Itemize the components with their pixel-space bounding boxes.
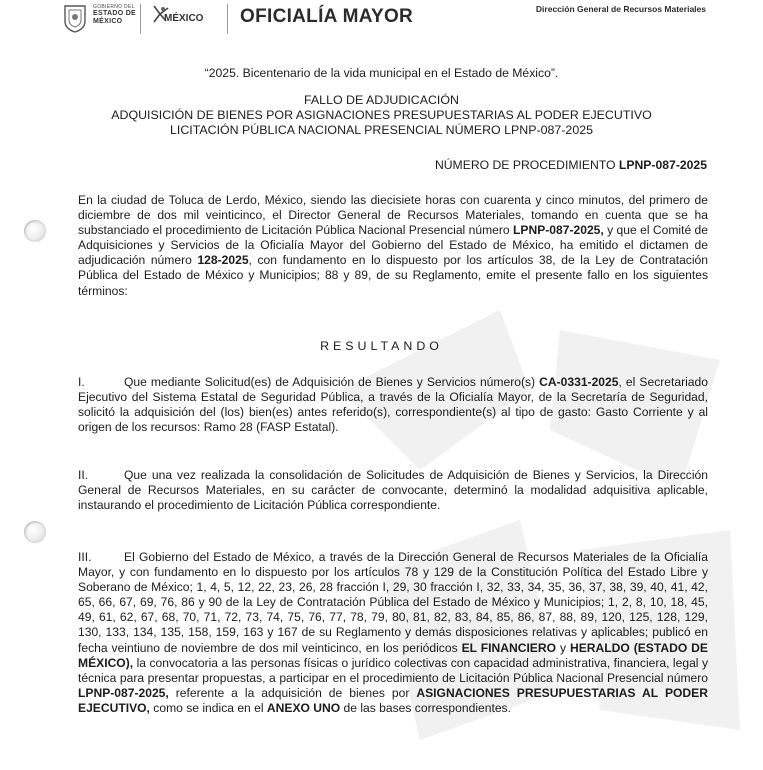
item-number: II. (78, 468, 89, 482)
state-seal-icon (62, 3, 88, 33)
government-label (93, 4, 136, 26)
letterhead (0, 0, 763, 40)
document-title (0, 93, 763, 138)
gov-line-2: ESTADO DE (93, 10, 137, 17)
resultando-3 (78, 550, 708, 716)
title-line-3: LICITACIÓN PÚBLICA NACIONAL PRESENCIAL NÚMERO LPNP-087-2025 (169, 123, 594, 137)
resultando-3-text-4: referente a la adquisición de bienes por (175, 685, 410, 700)
section-heading: RESULTANDO (320, 339, 443, 353)
annex-reference: ANEXO UNO (266, 700, 341, 715)
resultando-1-text-2: , el Secretariado Ejecutivo del Sistema Estatal de Seguridad Pública, a través de la Oficialía Mayor, de la Secretaría de Seguridad, solicitó la adquisición del (los) bien(es) antes referido(s), correspondiente(s) al tipo de gasto: Gasto Corriente y al origen de los recursos: Ramo 28 (FASP Estatal). (78, 375, 708, 435)
item-number: III. (78, 550, 92, 564)
newspaper-2: HERALDO (ESTADO DE MÉXICO), (78, 640, 708, 670)
direction-label: Dirección General de Recursos Materiales (535, 4, 706, 14)
resultando-3-text-3: la convocatoria a las personas físicas o jurídico colectivas con capacidad administrativa, financiera, legal y técnica para presentar propuestas, a participar en el procedimiento de Licitación Pública Nacional Presencial número (78, 655, 708, 685)
header-divider-2 (227, 4, 228, 34)
intro-dictamen-number: 128-2025 (197, 253, 249, 268)
intro-text-2: y que el Comité de Adquisiciones y Servicios de la Oficialía Mayor del Gobierno del Estado de México, ha emitido el dictamen de adjudicación número (78, 223, 708, 268)
resultando-2-text: Que una vez realizada la consolidación de Solicitudes de Adquisición de Bienes y Servicios, la Dirección General de Recursos Materiales, en su carácter de convocante, determinó la modalidad adquisitiva aplicable, instaurando el procedimiento de Licitación Pública correspondiente. (78, 468, 708, 513)
punch-hole-bottom (24, 521, 46, 543)
punch-hole-top (24, 220, 46, 242)
department-title: OFICIALÍA MAYOR (240, 6, 414, 27)
resultando-1-text-1: Que mediante Solicitud(es) de Adquisición de Bienes y Servicios número(s) (124, 375, 536, 389)
newspaper-1: EL FINANCIERO (461, 640, 557, 655)
intro-paragraph (78, 193, 708, 299)
year-motto: “2025. Bicentenario de la vida municipal en el Estado de México”. (204, 66, 559, 80)
procedure-number-line (435, 158, 707, 172)
resultando-3-text-5: como se indica en el (153, 700, 264, 715)
item-number: I. (78, 375, 85, 389)
intro-procedure-number: LPNP-087-2025, (513, 223, 604, 238)
procedure-label: NÚMERO DE PROCEDIMIENTO (434, 158, 616, 172)
title-line-2: ADQUISICIÓN DE BIENES POR ASIGNACIONES PRESUPUESTARIAS AL PODER EJECUTIVO (111, 108, 652, 122)
intro-text-3: , con fundamento en lo dispuesto por los artículos 38, de la Ley de Contratación Pública del Estado de México y Municipios; 88 y 89, de su Reglamento, emite el presente fallo en los siguientes términos: (78, 253, 708, 298)
resultando-1 (78, 375, 708, 435)
mexico-logo (150, 4, 222, 32)
procedure-number-ref: LPNP-087-2025, (78, 685, 169, 700)
gov-line-1: GOBIERNO DEL (93, 4, 135, 10)
gov-line-3: MÉXICO (93, 18, 123, 25)
title-line-1: FALLO DE ADJUDICACIÓN (304, 93, 459, 107)
procedure-number: LPNP-087-2025 (618, 158, 707, 172)
request-number: CA-0331-2025 (539, 375, 619, 389)
resultando-3-text-6: de las bases correspondientes. (343, 700, 511, 715)
resultando-2 (78, 468, 708, 513)
resultando-3-text-1: El Gobierno del Estado de México, a través de la Dirección General de Recursos Materiales de la Oficialía Mayor, y con fundamento en lo dispuesto por los artículos 78 y 129 de la Constitución Política del Estado Libre y Soberano de México; 1, 4, 5, 12, 22, 23, 26, 28 fracción I, 29, 30 fracción I, 32, 33, 34, 35, 36, 37, 38, 39, 40, 41, 42, 65, 66, 67, 69, 76, 86 y 90 de la Ley de Contratación Pública del Estado de México y Municipios; 1, 2, 8, 10, 18, 45, 49, 61, 62, 67, 68, 70, 71, 72, 73, 74, 75, 76, 77, 78, 79, 80, 81, 82, 83, 84, 85, 86, 87, 88, 89, 120, 125, 128, 129, 130, 133, 134, 135, 158, 159, 163 y 167 de su Reglamento y demás disposiciones relativas y aplicables; publicó en fecha veintiuno de noviembre de dos mil veinticinco, en los periódicos (78, 550, 708, 655)
header-divider (140, 4, 141, 34)
intro-text-1: En la ciudad de Toluca de Lerdo, México, siendo las diecisiete horas con cuarenta y cinco minutos, del primero de diciembre de dos mil veinticinco, el Director General de Recursos Materiales, tomando en cuenta que se ha substanciado el procedimiento de Licitación Pública Nacional Presencial número (78, 193, 708, 238)
acquisition-concept: ASIGNACIONES PRESUPUESTARIAS AL PODER EJECUTIVO, (78, 685, 708, 715)
resultando-3-text-2: y (559, 640, 567, 655)
mexico-logo-text: MÉXICO (164, 13, 204, 24)
